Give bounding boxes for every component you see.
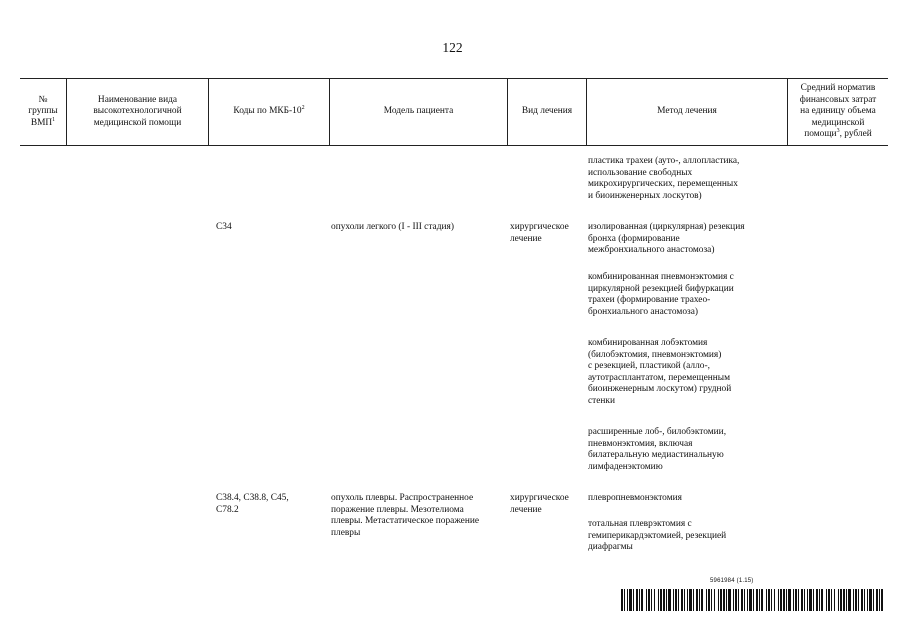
method-entry <box>588 493 778 505</box>
text-line: межбронхиального анастомоза) <box>588 245 715 255</box>
text-line: опухоль плевры. Распространенное <box>331 493 474 503</box>
text-line: хирургическое <box>510 222 569 232</box>
text-line: лимфаденэктомию <box>588 461 663 472</box>
patient-model-cell <box>331 493 479 539</box>
header-group-no-line2: группы <box>28 106 58 117</box>
method-entry <box>588 338 778 407</box>
method-entry <box>588 156 778 202</box>
text-line: биоинженерным лоскутом) грудной <box>588 384 732 394</box>
text-line: тотальная плеврэктомия с <box>588 519 692 529</box>
treatment-type-cell <box>510 493 569 516</box>
header-treatment-method: Метод лечения <box>657 106 717 117</box>
page-number: 122 <box>442 40 463 55</box>
text-line: гемиперикардэктомией, резекцией <box>588 530 727 541</box>
patient-model-cell <box>331 222 454 234</box>
text-line: комбинированная пневмонэктомия с <box>588 272 734 282</box>
text-line: лечение <box>510 233 542 244</box>
text-line: бронхиального анастомоза) <box>588 306 698 317</box>
text-line: и биоинженерных лоскутов) <box>588 190 702 201</box>
text-line: (билобэктомия, пневмонэктомия) <box>588 349 722 360</box>
footnote-mark: 1 <box>52 116 56 123</box>
text-line: бронха (формирование <box>588 233 680 244</box>
header-cost-line: медицинской <box>811 117 865 128</box>
header-patient-model: Модель пациента <box>383 106 454 117</box>
method-entry <box>588 519 778 554</box>
header-group-no <box>20 79 66 145</box>
text-line: билатеральную медиастинальную <box>588 450 724 460</box>
text-line: поражение плевры. Мезотелиома <box>331 504 464 515</box>
text-line: с резекцией, пластикой (алло-, <box>588 361 710 371</box>
text-line: использование свободных <box>588 167 693 178</box>
header-cost-line: на единицу объема <box>800 106 876 117</box>
text-line: пластика трахеи (ауто-, аллопластика, <box>588 156 740 166</box>
header-group-no-line1: № <box>38 94 48 105</box>
text-line: пневмонэктомия, включая <box>588 438 693 449</box>
text-line: комбинированная лобэктомия <box>588 338 708 348</box>
text-line: C38.4, C38.8, C45, <box>216 493 289 503</box>
text-line: циркулярной резекцией бифуркации <box>588 283 734 294</box>
header-care-type-line: высокотехнологичной <box>93 106 182 117</box>
header-care-type-line: Наименование вида <box>97 94 178 105</box>
header-icd-codes <box>209 79 329 145</box>
footnote-mark: 2 <box>301 105 305 112</box>
header-care-type <box>67 79 208 145</box>
text-line: плевры <box>331 527 361 538</box>
table-header <box>20 78 888 146</box>
text-line: плевропневмонэктомия <box>588 493 682 503</box>
text-line: расширенные лоб-, билобэктомии, <box>588 427 727 437</box>
text-line: C78.2 <box>216 504 239 515</box>
header-icd-codes-text: Коды по МКБ-10 <box>233 106 302 117</box>
header-cost-line: , рублей <box>839 129 872 140</box>
text-line: C34 <box>216 222 232 232</box>
barcode-caption: 5961984 (1.15) <box>710 578 754 584</box>
method-entry <box>588 427 778 473</box>
barcode-image <box>621 589 885 611</box>
text-line: аутотрасплантатом, перемещенным <box>588 372 731 383</box>
text-line: диафрагмы <box>588 542 633 552</box>
header-cost-line: Средний норматив <box>800 83 876 94</box>
text-line: лечение <box>510 504 542 515</box>
footnote-mark: 3 <box>836 128 840 135</box>
text-line: трахеи (формирование трахео- <box>588 295 711 305</box>
icd-code-cell <box>216 493 289 516</box>
header-care-type-line: медицинской помощи <box>93 117 182 128</box>
header-group-no-line3: ВМП <box>30 117 53 128</box>
text-line: опухоли легкого (I - III стадия) <box>331 222 454 232</box>
text-line: плевры. Метастатическое поражение <box>331 516 480 526</box>
text-line: микрохирургических, перемещенных <box>588 179 738 189</box>
treatment-type-cell <box>510 222 569 245</box>
icd-code-cell <box>216 222 232 234</box>
method-entry <box>588 222 778 257</box>
header-cost <box>788 79 888 145</box>
header-cost-line: помощи <box>804 129 837 140</box>
header-treatment-type: Вид лечения <box>521 106 573 117</box>
header-cost-line: финансовых затрат <box>799 94 877 105</box>
method-entry <box>588 272 778 318</box>
text-line: хирургическое <box>510 493 569 503</box>
text-line: изолированная (циркулярная) резекция <box>588 222 745 232</box>
text-line: стенки <box>588 395 616 406</box>
